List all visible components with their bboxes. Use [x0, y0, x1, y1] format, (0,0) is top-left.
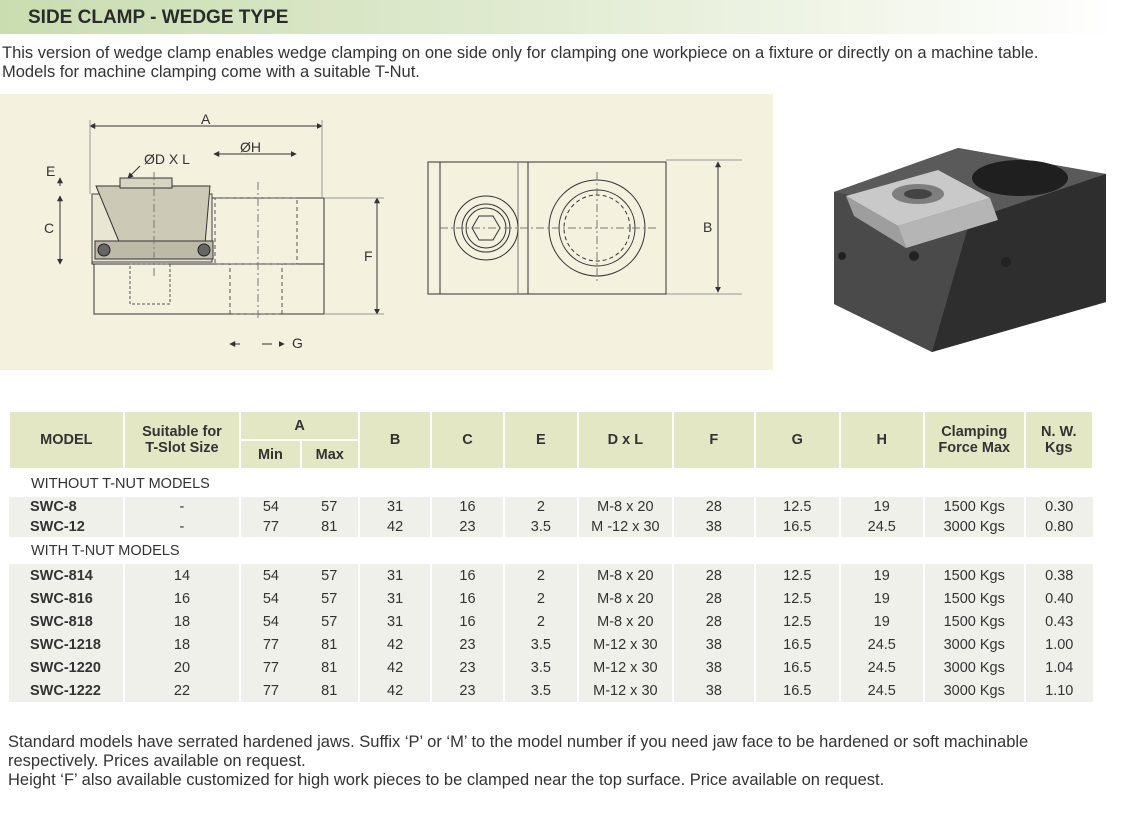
cell-c: 16: [431, 610, 503, 633]
cell-force: 3000 Kgs: [924, 633, 1025, 656]
cell-force: 1500 Kgs: [924, 587, 1025, 610]
page-title: SIDE CLAMP - WEDGE TYPE: [28, 7, 289, 28]
title-banner: [0, 0, 1116, 34]
cell-nw: 0.43: [1025, 610, 1093, 633]
cell-c: 16: [431, 564, 503, 587]
footer-line-1: Standard models have serrated hardened jaws. Suffix ‘P’ or ‘M’ to the model number if you need jaw face to be hardened or soft machinable: [8, 733, 1029, 751]
cell-f: 38: [673, 679, 755, 702]
cell-amax: 81: [321, 659, 338, 676]
side-view: [92, 172, 324, 320]
cell-slot: -: [124, 497, 241, 517]
col-tslot-line2: T-Slot Size: [145, 440, 219, 456]
cell-slot: 18: [124, 633, 241, 656]
cell-amin: 77: [240, 517, 300, 537]
cell-amax: 57: [321, 590, 338, 607]
cell-h: 19: [840, 587, 924, 610]
cell-h: 19: [840, 610, 924, 633]
cell-b: 31: [359, 497, 431, 517]
cell-h: 19: [840, 497, 924, 517]
cell-amin: 77: [240, 633, 300, 656]
cell-e: 3.5: [504, 517, 578, 537]
cell-g: 12.5: [755, 610, 839, 633]
dim-label-e: E: [46, 163, 56, 179]
intro-line-1: This version of wedge clamp enables wedge clamping on one side only for clamping one workpiece on a fixture or directly on a machine table.: [2, 44, 1039, 62]
cell-e: 3.5: [504, 633, 578, 656]
dim-label-a: A: [201, 111, 211, 127]
cell-model: SWC-1222: [30, 682, 101, 699]
technical-drawing: [0, 94, 773, 370]
col-force-line2: Force Max: [938, 440, 1011, 456]
cell-h: 24.5: [840, 517, 924, 537]
cell-amax: 81: [321, 519, 338, 535]
cell-f: 38: [673, 517, 755, 537]
cell-amax: 57: [321, 567, 338, 584]
cell-h: 24.5: [840, 633, 924, 656]
footer-line-3: Height ‘F’ also available customized for high work pieces to be clamped near the top surface. Price available on request.: [8, 771, 885, 789]
cell-g: 16.5: [755, 679, 839, 702]
cell-amin: 54: [240, 587, 300, 610]
cell-amax: 57: [321, 613, 338, 630]
dim-label-h: ØH: [240, 139, 261, 155]
table-row: [9, 564, 1093, 587]
cell-model: SWC-12: [30, 519, 85, 535]
dim-label-f: F: [364, 248, 373, 264]
section-row: [9, 537, 1093, 564]
cell-dxl: M-8 x 20: [578, 497, 673, 517]
cell-b: 42: [359, 656, 431, 679]
cell-slot: 16: [124, 587, 241, 610]
cell-f: 28: [673, 610, 755, 633]
table-row: [9, 633, 1093, 656]
cell-g: 16.5: [755, 656, 839, 679]
dim-label-g: G: [292, 335, 303, 351]
cell-b: 31: [359, 587, 431, 610]
cell-slot: 18: [124, 610, 241, 633]
cell-dxl: M-12 x 30: [578, 656, 673, 679]
dim-label-b: B: [703, 219, 713, 235]
col-f: F: [673, 411, 755, 469]
table-row: [9, 497, 1093, 517]
cell-g: 16.5: [755, 517, 839, 537]
cell-e: 3.5: [504, 656, 578, 679]
table-row: [9, 517, 1093, 537]
cell-amin: 54: [240, 497, 300, 517]
cell-force: 3000 Kgs: [924, 656, 1025, 679]
cell-g: 12.5: [755, 587, 839, 610]
cell-force: 3000 Kgs: [924, 517, 1025, 537]
cell-slot: 14: [124, 564, 241, 587]
cell-amin: 77: [240, 656, 300, 679]
cell-g: 12.5: [755, 564, 839, 587]
col-nw-line1: N. W.: [1041, 424, 1077, 440]
col-e: E: [504, 411, 578, 469]
col-tslot-line1: Suitable for: [142, 424, 222, 440]
cell-force: 3000 Kgs: [924, 679, 1025, 702]
cell-model: SWC-818: [30, 613, 93, 630]
cell-e: 2: [504, 564, 578, 587]
cell-amax: 81: [321, 636, 338, 653]
cell-f: 28: [673, 587, 755, 610]
cell-dxl: M -12 x 30: [578, 517, 673, 537]
table-row: [9, 610, 1093, 633]
dim-label-dxl: ØD X L: [144, 151, 190, 167]
cell-model: SWC-816: [30, 590, 93, 607]
cell-nw: 1.00: [1025, 633, 1093, 656]
cell-nw: 1.10: [1025, 679, 1093, 702]
cell-dxl: M-12 x 30: [578, 633, 673, 656]
cell-nw: 0.80: [1025, 517, 1093, 537]
cell-dxl: M-12 x 30: [578, 679, 673, 702]
cell-c: 16: [431, 497, 503, 517]
cell-dxl: M-8 x 20: [578, 610, 673, 633]
cell-amin: 77: [240, 679, 300, 702]
cell-dxl: M-8 x 20: [578, 587, 673, 610]
cell-g: 12.5: [755, 497, 839, 517]
table-row: [9, 587, 1093, 610]
cell-force: 1500 Kgs: [924, 564, 1025, 587]
col-a-max: Max: [301, 440, 359, 469]
table-row: [9, 679, 1093, 702]
cell-e: 2: [504, 497, 578, 517]
section-heading: WITH T-NUT MODELS: [31, 542, 180, 559]
dim-label-c: C: [44, 220, 55, 236]
cell-f: 38: [673, 633, 755, 656]
cell-h: 24.5: [840, 679, 924, 702]
cell-f: 28: [673, 564, 755, 587]
cell-dxl: M-8 x 20: [578, 564, 673, 587]
table-row: [9, 656, 1093, 679]
col-g: G: [755, 411, 839, 469]
cell-c: 23: [431, 656, 503, 679]
cell-nw: 1.04: [1025, 656, 1093, 679]
cell-g: 16.5: [755, 633, 839, 656]
col-tslot: [124, 411, 241, 469]
cell-model: SWC-814: [30, 567, 93, 584]
cell-nw: 0.40: [1025, 587, 1093, 610]
col-h: H: [840, 411, 924, 469]
col-force-line1: Clamping: [941, 424, 1008, 440]
cell-amin: 54: [240, 610, 300, 633]
cell-b: 42: [359, 679, 431, 702]
cell-force: 1500 Kgs: [924, 610, 1025, 633]
cell-slot: -: [124, 517, 241, 537]
cell-nw: 0.30: [1025, 497, 1093, 517]
col-b: B: [359, 411, 431, 469]
cell-model: SWC-1220: [30, 659, 101, 676]
footer-line-2: respectively. Prices available on request.: [8, 752, 306, 770]
front-view: [428, 162, 666, 294]
col-dxl: D x L: [578, 411, 673, 469]
col-model: MODEL: [9, 411, 124, 469]
cell-b: 42: [359, 633, 431, 656]
cell-c: 16: [431, 587, 503, 610]
cell-force: 1500 Kgs: [924, 497, 1025, 517]
cell-e: 2: [504, 610, 578, 633]
col-force: [924, 411, 1025, 469]
cell-nw: 0.38: [1025, 564, 1093, 587]
cell-h: 19: [840, 564, 924, 587]
cell-b: 42: [359, 517, 431, 537]
col-c: C: [431, 411, 503, 469]
cell-slot: 22: [124, 679, 241, 702]
section-heading: WITHOUT T-NUT MODELS: [31, 475, 210, 492]
col-a: A: [240, 411, 359, 440]
intro-line-2: Models for machine clamping come with a suitable T-Nut.: [2, 63, 420, 81]
product-photo: [820, 130, 1110, 355]
cell-model: SWC-1218: [30, 636, 101, 653]
cell-f: 28: [673, 497, 755, 517]
intro-paragraph: [2, 44, 1120, 82]
cell-e: 2: [504, 587, 578, 610]
cell-c: 23: [431, 679, 503, 702]
section-row: [9, 469, 1093, 497]
cell-amax: 57: [321, 499, 338, 515]
cell-c: 23: [431, 517, 503, 537]
col-nw-line2: Kgs: [1045, 440, 1073, 456]
cell-amin: 54: [240, 564, 300, 587]
cell-amax: 81: [321, 682, 338, 699]
cell-e: 3.5: [504, 679, 578, 702]
col-nw: [1025, 411, 1093, 469]
cell-slot: 20: [124, 656, 241, 679]
specification-table: [8, 410, 1094, 702]
cell-f: 38: [673, 656, 755, 679]
col-a-min: Min: [240, 440, 300, 469]
cell-h: 24.5: [840, 656, 924, 679]
cell-b: 31: [359, 610, 431, 633]
cell-model: SWC-8: [30, 499, 77, 515]
footer-notes: [8, 733, 1118, 790]
cell-b: 31: [359, 564, 431, 587]
cell-c: 23: [431, 633, 503, 656]
